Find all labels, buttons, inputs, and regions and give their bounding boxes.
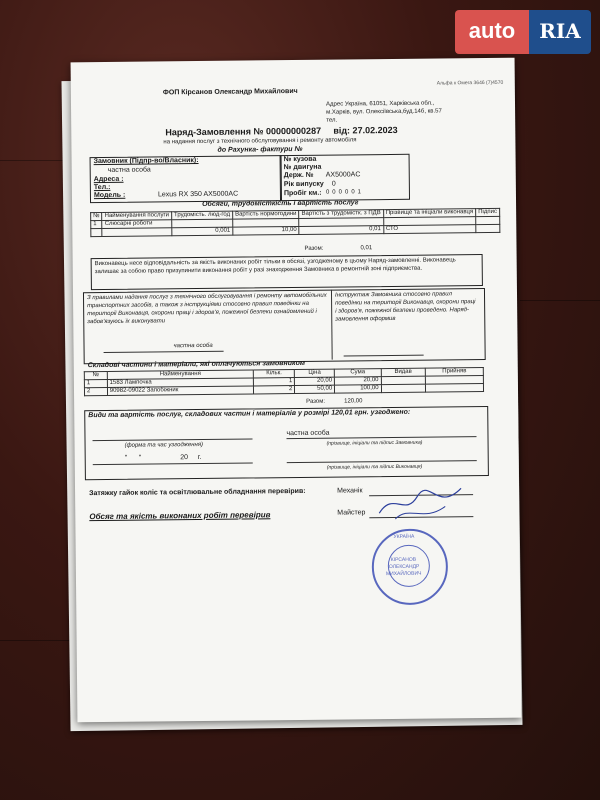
mechanic-label: Механік	[337, 487, 363, 495]
cell: 2	[254, 386, 295, 394]
mileage-label: Пробіг км.:	[283, 189, 322, 198]
cell: 1	[84, 379, 107, 387]
col-header: Прийняв	[425, 368, 483, 377]
rules-left-sign: частна особа	[173, 342, 213, 350]
stamp-text: УКРАЇНА	[393, 533, 415, 540]
seat-seam	[0, 640, 70, 641]
footer-line-1: Затяжку гайок коліс та освітлювальне обладнання перевірив:	[89, 487, 306, 498]
col-header: Ціна	[295, 369, 335, 377]
mileage-digit: 0	[325, 189, 333, 196]
col-header: Найменування	[107, 370, 253, 380]
mileage-digit: 1	[357, 189, 365, 196]
phone-label: Тел.:	[93, 183, 111, 192]
cell: 90982-09022 Запобіжник	[107, 386, 253, 396]
watermark-auto: auto	[455, 10, 529, 54]
parts-total-label: Разом:	[306, 398, 326, 405]
agreement-left-caption: (форма та час узгодження)	[124, 441, 204, 449]
engine-number-label: № двигуна	[283, 163, 322, 172]
plate-label: Держ. №	[283, 171, 314, 180]
cell	[91, 229, 103, 237]
col-header: Кільк.	[253, 370, 294, 378]
stamp-text: КІРСАНОВ	[390, 556, 417, 564]
mileage-digit: 0	[338, 189, 345, 196]
mileage-digit: 0	[344, 189, 352, 196]
seat-seam	[0, 160, 70, 161]
invoice-reference: до Рахунка- фактури №	[217, 145, 303, 154]
cell	[476, 216, 500, 224]
services-total-value: 0,01	[360, 245, 373, 252]
cell: 20,00	[295, 377, 335, 385]
col-header: №	[84, 371, 107, 379]
autoria-watermark	[455, 10, 591, 54]
rules-right-text: Інструктаж Замовника стосовно правил поведінки на території Виконавця, охорони праці і здоров'я, пожежної безпеки проведено. Наряд-замовлення оформив	[334, 291, 476, 323]
address-line-1: Адрес Україна, 61051, Харківська обл.,	[325, 100, 435, 108]
cell: 2	[84, 387, 107, 395]
customer-label: Замовник (Підпр-во/Власник):	[93, 157, 199, 166]
cell	[102, 228, 172, 237]
col-header: №	[91, 213, 103, 221]
body-number-label: № кузова	[283, 155, 317, 164]
cell: 20,00	[335, 377, 382, 385]
cell: 50,00	[295, 385, 335, 393]
stamp-text: ОЛЕКСАНДР	[388, 563, 420, 571]
watermark-ria: RIA	[529, 10, 591, 54]
services-table	[90, 208, 500, 237]
agreement-right-caption-2: (прізвище, ініціали та підпис Виконавця)	[326, 463, 423, 471]
model-value: Lexus RX 350 AX5000AC	[157, 190, 239, 199]
cell: 0,01	[299, 226, 383, 235]
order-date: від: 27.02.2023	[333, 124, 398, 136]
mileage-digit: 0	[351, 189, 358, 196]
cell	[426, 384, 484, 393]
model-label: Модель :	[93, 191, 126, 200]
cell: 1	[91, 221, 103, 229]
cell: 10,00	[233, 226, 299, 235]
col-header: Прізвище та ініціали виконавця	[383, 209, 476, 218]
col-header: Видав	[381, 368, 426, 376]
services-section-title: Обсяги, трудомісткість і вартість послуг	[202, 199, 359, 208]
notice-text: Виконавець несе відповідальність за якість виконаних робіт тільки в обсязі, узгодженому в цьому Наряд-замовленні. Виконавець залишає за собою право призупинити виконання робіт у разі знаходження Замовника в ремонтній зоні підприємства.	[94, 257, 456, 276]
seat-seam	[520, 300, 600, 301]
order-title: Наряд-Замовлення № 00000000287	[165, 125, 322, 138]
parts-total-value: 120,00	[344, 398, 363, 405]
cell: 1583 Лампочка	[107, 378, 253, 388]
handwritten-signature	[375, 482, 465, 523]
footer-line-2: Обсяг та якість виконаних робіт перевірив	[89, 510, 271, 522]
mileage-digits	[326, 189, 364, 195]
order-subtitle: на надання послуг з технічного обслуговування і ремонту автомобіля	[163, 137, 357, 146]
col-header: Сума	[334, 369, 381, 377]
col-header: Підпис	[476, 208, 500, 216]
address-label: Адреса :	[93, 175, 124, 184]
agreement-right-caption-1: (прізвище, ініціали та підпис Замовника)	[326, 439, 423, 447]
plate-value: AX5000AC	[325, 171, 361, 179]
services-total-label: Разом:	[304, 245, 324, 252]
rules-left-text: З правилами надання послуг з технічного обслуговування і ремонту автомобільних транспортних засобів, а також з інструкціями стосовно правил поведінки на території Виконавця, охорони праці і здоров'я, пожежної безпеки ознайомлений і забов'язуюсь їх виконувати	[86, 292, 327, 326]
address-line-2: м.Харків, вул. Олексіївська,буд.14б, кв.57	[326, 108, 442, 116]
corner-note: Альфа к Омега 3646 (7)4570	[436, 79, 504, 87]
agreement-date-line: " " 20 г.	[124, 453, 202, 462]
agreement-title: Види та вартість послуг, складових частин і матеріалів у розмірі 120,01 грн. узгоджено:	[88, 408, 411, 420]
col-header: Трудомість. люд-год	[172, 211, 233, 220]
stamp-text: МИХАЙЛОВИЧ	[385, 570, 422, 578]
mileage-digit: 0	[332, 189, 339, 196]
cell: Слюсарні роботи	[102, 220, 172, 229]
col-header: Вартість з трудомістк. з ПДВ	[299, 210, 383, 219]
address-line-3: тел.	[326, 117, 338, 124]
master-label: Майстер	[337, 509, 366, 517]
customer-value: частна особа	[107, 166, 151, 174]
parts-section-title: Складові частини і матеріали, які оплачуються замовником	[87, 359, 306, 370]
order-document	[71, 58, 522, 723]
cell: 0,001	[172, 227, 233, 236]
parts-table	[84, 367, 484, 396]
cell: 100,00	[335, 385, 382, 393]
col-header: Найменування послуги	[102, 212, 172, 221]
cell: СТО	[383, 225, 476, 234]
official-stamp	[371, 528, 448, 605]
cell	[381, 384, 426, 392]
year-value: 0	[331, 180, 336, 188]
cell	[476, 224, 500, 232]
company-name: ФОП Кірсанов Олександр Михайлович	[162, 87, 298, 97]
year-label: Рік випуску	[283, 180, 324, 189]
cell: 1	[254, 378, 295, 386]
col-header: Вартість нормогодини	[233, 210, 299, 219]
agreement-customer-name: частна особа	[286, 429, 330, 438]
